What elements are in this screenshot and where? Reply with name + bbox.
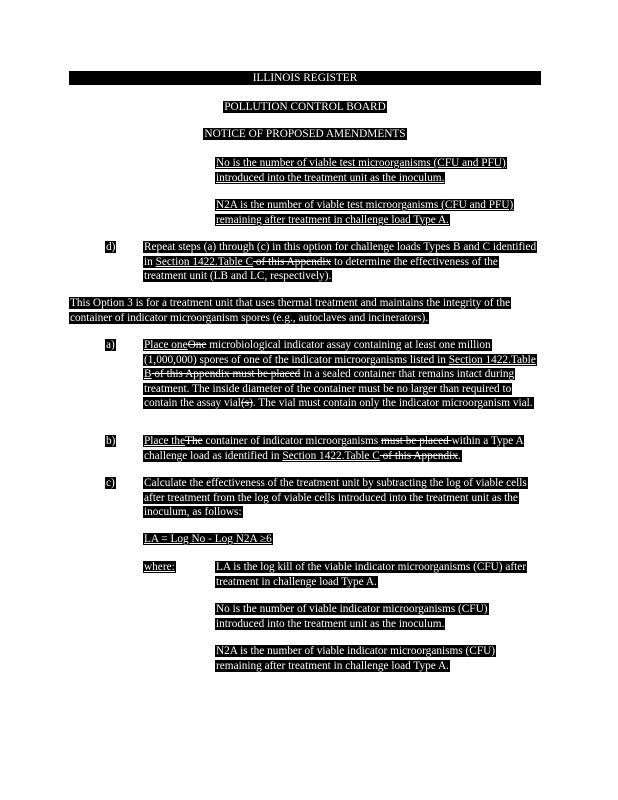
top-n2a-definition: N2A is the number of viable test microorganisms (CFU and PFU) remaining after treatment in challenge load Type A. — [216, 199, 514, 226]
header-board: POLLUTION CONTROL BOARD — [224, 101, 386, 113]
n2a-definition: N2A is the number of viable indicator microorganisms (CFU) remaining after treatment in challenge load Type A. — [216, 645, 496, 672]
item-d-label: d) — [106, 241, 116, 253]
header-register: ILLINOIS REGISTER — [252, 72, 358, 84]
option3-intro: This Option 3 is for a treatment unit that uses thermal treatment and maintains the integrity of the container of indicator microorganism spores (e.g., autoclaves and incinerators). — [70, 297, 511, 324]
top-no-definition: No is the number of viable test microorganisms (CFU and PFU) introduced into the treatment unit as the inoculum. — [216, 157, 506, 184]
item-d-text: Repeat steps (a) through (c) in this option for challenge loads Types B and C identified in Section 1422.Table C of this Appendix to determine the effectiveness of the treatment unit (LB and LC, respectively). — [144, 241, 537, 282]
item-a-label: a) — [106, 339, 115, 351]
item-b-label: b) — [106, 435, 116, 447]
header-notice: NOTICE OF PROPOSED AMENDMENTS — [204, 128, 406, 140]
item-a-text: Place oneOne microbiological indicator assay containing at least one million (1,000,000) spores of one of the indicator microorganisms listed in Section 1422.Table B of this Appendix must be placed in a sealed container that remains intact during treatment. The inside diameter of the container must be no larger than required to contain the assay vial(s). The vial must contain only the indicator microorganism vial. — [144, 339, 536, 409]
item-c-text: Calculate the effectiveness of the treatment unit by subtracting the log of viable cells after treatment from the log of viable cells introduced into the treatment unit as the inoculum, as follows: — [144, 477, 527, 518]
where-label: where: — [144, 561, 175, 573]
formula: LA = Log No - Log N2A ≥6 — [144, 533, 272, 545]
item-b-text: Place theThe container of indicator microorganisms must be placed within a Type A challenge load as identified in Section 1422.Table C of this Appendix. — [144, 435, 524, 462]
item-c-label: c) — [106, 477, 115, 489]
la-definition: LA is the log kill of the viable indicator microorganisms (CFU) after treatment in challenge load Type A. — [216, 561, 527, 588]
no-definition: No is the number of viable indicator microorganisms (CFU) introduced into the treatment unit as the inoculum. — [216, 603, 488, 630]
